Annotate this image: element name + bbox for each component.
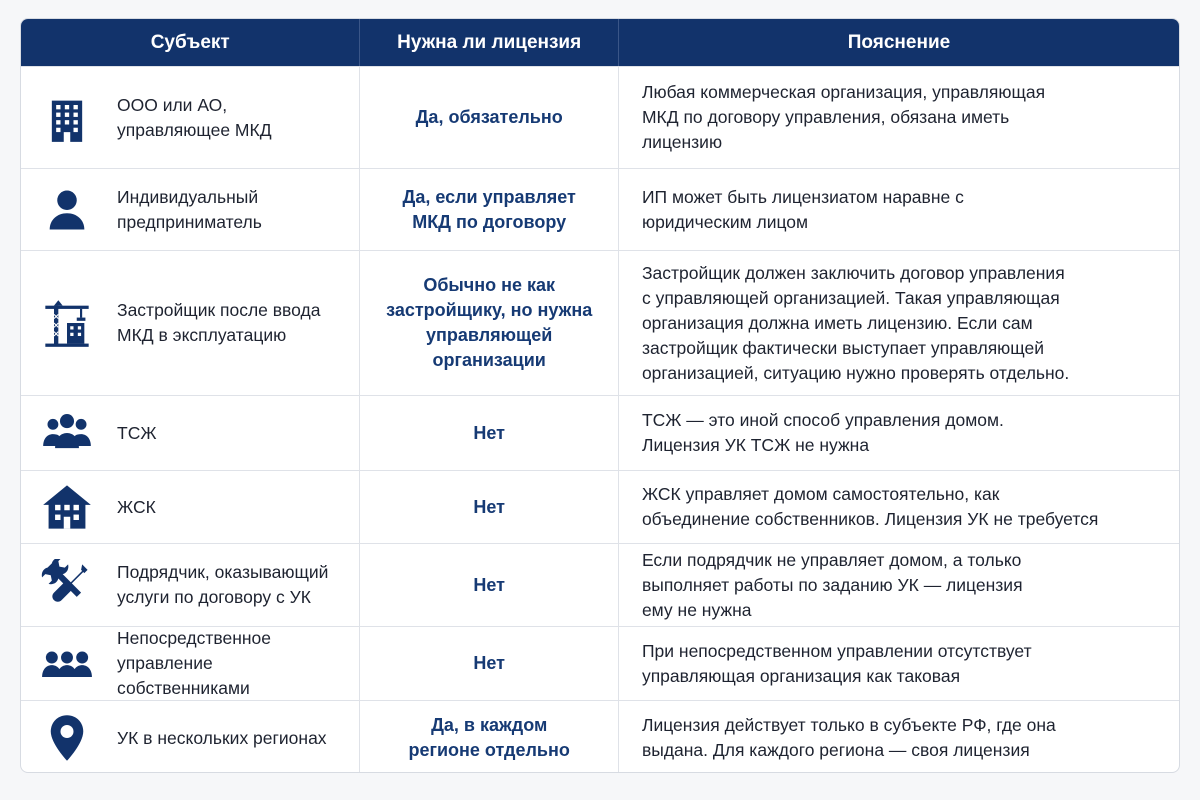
subject-text: ЖСК — [117, 496, 156, 517]
license-cell: Нет — [359, 544, 618, 626]
license-cell: Да, в каждом регионе отдельно — [359, 701, 618, 773]
explanation-cell: Если подрядчик не управляет домом, а только выполняет работы по заданию УК — лицензия ему не нужна — [618, 544, 1179, 626]
header-explanation: Пояснение — [618, 19, 1179, 66]
subject-cell — [21, 396, 359, 470]
table-row — [21, 168, 1179, 250]
subject-cell — [21, 627, 359, 700]
subject-text: УК в нескольких регионах — [117, 727, 327, 748]
license-cell: Обычно не как застройщику, но нужна управляющей организации — [359, 251, 618, 395]
license-cell: Нет — [359, 627, 618, 700]
table-row — [21, 250, 1179, 395]
explanation-cell: Застройщик должен заключить договор управления с управляющей организацией. Такая управляющая организация должна иметь лицензию. Если сам застройщик фактически выступает управляющей организацией, ситуацию нужно проверять отдельно. — [618, 251, 1179, 395]
table-row — [21, 626, 1179, 700]
owners-group-icon — [39, 636, 95, 692]
subject-cell — [21, 471, 359, 543]
license-cell: Да, обязательно — [359, 67, 618, 168]
explanation-cell: Любая коммерческая организация, управляющая МКД по договору управления, обязана иметь лицензию — [618, 67, 1179, 168]
explanation-cell: При непосредственном управлении отсутствует управляющая организация как таковая — [618, 627, 1179, 700]
table-row — [21, 66, 1179, 168]
table-header — [21, 19, 1179, 66]
subject-cell — [21, 251, 359, 395]
subject-cell — [21, 701, 359, 773]
table-row — [21, 395, 1179, 470]
subject-text: Подрядчик, оказывающий услуги по договору с УК — [117, 562, 329, 607]
construction-crane-icon — [39, 295, 95, 351]
subject-cell — [21, 67, 359, 168]
table-row — [21, 700, 1179, 773]
license-table — [20, 18, 1180, 773]
subject-cell — [21, 544, 359, 626]
license-cell: Нет — [359, 471, 618, 543]
license-cell: Нет — [359, 396, 618, 470]
subject-cell — [21, 169, 359, 250]
subject-text: Индивидуальный предприниматель — [117, 186, 262, 232]
subject-text: ООО или АО, управляющее МКД — [117, 94, 272, 140]
explanation-cell: ИП может быть лицензиатом наравне с юридическим лицом — [618, 169, 1179, 250]
subject-text: Непосредственное управление собственниками — [117, 628, 272, 698]
table-row — [21, 470, 1179, 543]
subject-text: ТСЖ — [117, 422, 157, 443]
explanation-cell: ТСЖ — это иной способ управления домом. Лицензия УК ТСЖ не нужна — [618, 396, 1179, 470]
subject-text: Застройщик после ввода МКД в эксплуатацию — [117, 300, 321, 345]
explanation-cell: Лицензия действует только в субъекте РФ, где она выдана. Для каждого региона — своя лицензия — [618, 701, 1179, 773]
location-pin-icon — [39, 710, 95, 766]
person-icon — [39, 182, 95, 238]
header-subject: Субъект — [150, 31, 230, 53]
office-building-icon — [39, 90, 95, 146]
header-license: Нужна ли лицензия — [359, 19, 618, 66]
tools-icon — [39, 557, 95, 613]
people-group-icon — [39, 405, 95, 461]
house-icon — [39, 479, 95, 535]
license-cell: Да, если управляет МКД по договору — [359, 169, 618, 250]
explanation-cell: ЖСК управляет домом самостоятельно, как объединение собственников. Лицензия УК не требуется — [618, 471, 1179, 543]
table-row — [21, 543, 1179, 626]
